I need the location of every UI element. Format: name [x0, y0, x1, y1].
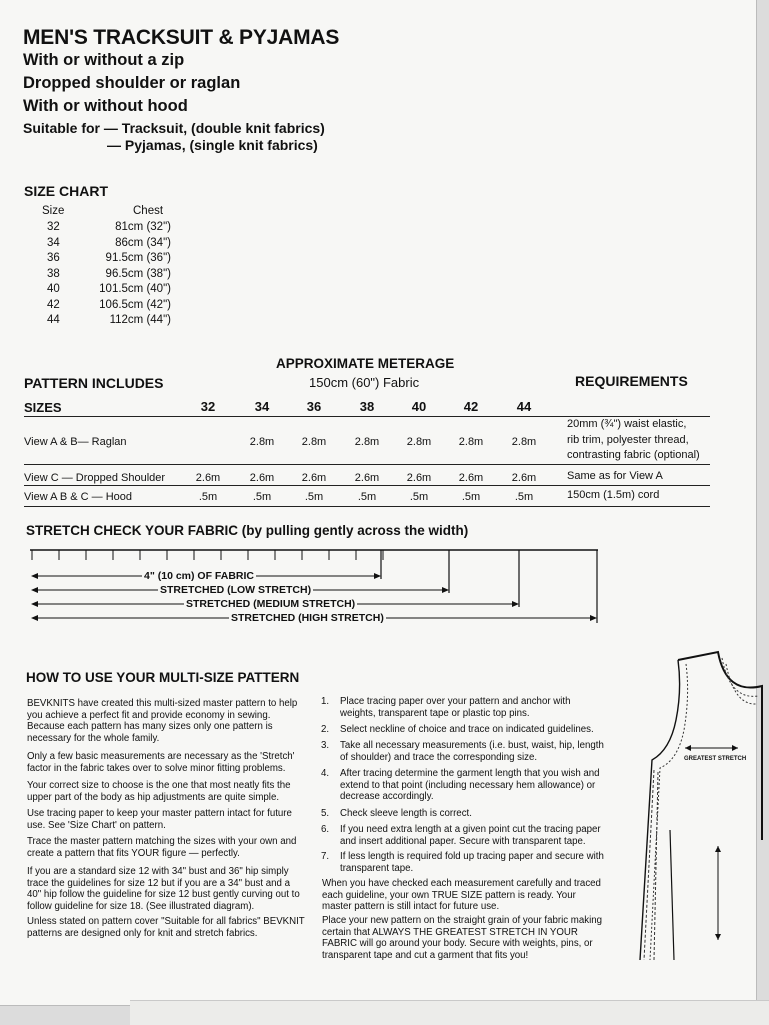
meterage-title: APPROXIMATE METERAGE — [276, 356, 455, 371]
size-column-header: 38 — [359, 399, 375, 414]
size-column-header: Size — [42, 205, 65, 217]
step-number: 7. — [321, 851, 330, 862]
pattern-title: MEN'S TRACKSUIT & PYJAMAS — [23, 26, 340, 49]
size-value: 32 — [47, 221, 60, 233]
meterage-cell: 2.6m — [511, 472, 537, 484]
step-number: 6. — [321, 824, 330, 835]
chest-value: 106.5cm (42") — [99, 298, 171, 311]
requirement-text: 20mm (¾") waist elastic, — [567, 418, 687, 430]
meterage-cell: 2.6m — [406, 472, 432, 484]
meterage-cell: 2.6m — [354, 472, 380, 484]
step-text: If you need extra length at a given point cut the tracing paper and insert additional paper. Secure with transparent tape. — [340, 824, 601, 847]
stretch-check-title: STRETCH CHECK YOUR FABRIC (by pulling gently across the width) — [26, 523, 469, 538]
chest-value: 91.5cm (36") — [105, 252, 171, 264]
size-value: 34 — [47, 236, 60, 249]
view-label: View C — Dropped Shoulder — [24, 472, 166, 484]
requirements-heading: REQUIREMENTS — [575, 373, 688, 389]
chest-value: 101.5cm (40") — [99, 283, 171, 295]
step-number: 4. — [321, 768, 330, 779]
size-column-header: 32 — [200, 399, 216, 414]
size-value: 38 — [47, 267, 60, 280]
requirement-text: contrasting fabric (optional) — [567, 449, 700, 461]
table-rule — [24, 464, 710, 465]
size-chart-title: SIZE CHART — [24, 183, 108, 199]
meterage-cell: 2.8m — [301, 436, 327, 448]
meterage-cell: .5m — [252, 491, 272, 503]
meterage-subtitle: 150cm (60") Fabric — [309, 375, 420, 390]
meterage-cell: 2.6m — [249, 472, 275, 484]
size-value: 36 — [47, 252, 60, 264]
garment-diagram — [630, 650, 766, 962]
medium-stretch-label: STRETCHED (MEDIUM STRETCH) — [186, 598, 356, 610]
meterage-cell: .5m — [409, 491, 429, 503]
meterage-cell: .5m — [357, 491, 377, 503]
greatest-stretch-label: GREATEST STRETCH — [684, 756, 747, 762]
step-number: 5. — [321, 808, 330, 819]
chest-value: 112cm (44") — [109, 314, 171, 326]
subtitle-zip: With or without a zip — [23, 51, 185, 69]
howto-paragraph: Unless stated on pattern cover "Suitable for all fabrics" BEVKNIT patterns are designed only for knit and stretch fabrics. — [27, 916, 305, 939]
view-label: View A & B— Raglan — [24, 436, 127, 448]
view-label: View A B & C — Hood — [24, 491, 133, 503]
size-column-header: 44 — [516, 399, 532, 414]
step-text: Select neckline of choice and trace on indicated guidelines. — [340, 724, 594, 735]
underlying-page — [130, 1000, 769, 1025]
meterage-cell: 2.8m — [511, 436, 537, 448]
fabric-label: 4" (10 cm) OF FABRIC — [144, 570, 254, 582]
meterage-cell: 2.8m — [458, 436, 484, 448]
step-number: 2. — [321, 724, 330, 735]
meterage-cell: .5m — [461, 491, 481, 503]
meterage-cell: 2.8m — [406, 436, 432, 448]
size-column-header: 34 — [254, 399, 270, 414]
size-column-header: 42 — [463, 399, 479, 414]
howto-title: HOW TO USE YOUR MULTI-SIZE PATTERN — [26, 670, 300, 685]
high-stretch-label: STRETCHED (HIGH STRETCH) — [231, 612, 384, 624]
size-value: 42 — [47, 298, 60, 311]
chest-column-header: Chest — [133, 205, 164, 217]
step-number: 1. — [321, 696, 330, 707]
howto-closing-paragraph: Place your new pattern on the straight grain of your fabric making certain that ALWAYS THE GREATEST STRETCH IN YOUR FABRIC will go around your body. Secure with weights, pins, or transparent tape and cut a garment that fits you! — [322, 915, 603, 961]
step-text: If less length is required fold up tracing paper and secure with transparent tape. — [340, 851, 604, 874]
pattern-includes-heading: PATTERN INCLUDES — [24, 375, 164, 391]
step-text: Take all necessary measurements (i.e. bust, waist, hip, length of shoulder) and trace the corresponding size. — [340, 740, 604, 763]
table-rule — [24, 506, 710, 507]
size-column-header: 36 — [306, 399, 322, 414]
meterage-cell: 2.6m — [458, 472, 484, 484]
requirement-text: rib trim, polyester thread, — [567, 433, 689, 446]
meterage-cell: 2.8m — [354, 436, 380, 448]
meterage-cell: 2.6m — [301, 472, 327, 484]
howto-closing-paragraph: When you have checked each measurement carefully and traced each guideline, your own TRUE SIZE pattern is ready. Your master pattern is still intact for future use. — [322, 878, 601, 913]
meterage-cell: 2.6m — [195, 472, 221, 484]
step-text: Place tracing paper over your pattern and anchor with weights, transparent tape or plastic top pins. — [340, 696, 571, 719]
sizes-label: SIZES — [24, 400, 62, 415]
suitable-pyjamas: — Pyjamas, (single knit fabrics) — [107, 137, 318, 153]
size-value: 44 — [47, 314, 60, 326]
subtitle-hood: With or without hood — [23, 97, 188, 115]
low-stretch-label: STRETCHED (LOW STRETCH) — [160, 584, 312, 596]
howto-paragraph: Trace the master pattern matching the sizes with your own and create a pattern that fits YOUR figure — perfectly. — [27, 836, 297, 859]
howto-paragraph: Only a few basic measurements are necessary as the 'Stretch' factor in the fabric takes over to solve minor fitting problems. — [27, 751, 295, 774]
chest-value: 96.5cm (38") — [105, 267, 171, 280]
step-number: 3. — [321, 740, 330, 751]
table-rule — [24, 485, 710, 486]
howto-paragraph: Your correct size to choose is the one that most neatly fits the upper part of the body as hip adjustments are quite simple. — [27, 780, 291, 803]
howto-paragraph: If you are a standard size 12 with 34" bust and 36" hip simply trace the guidelines for size 12 but if you are a 34" bust and a 40" hip follow the guideline for size 12 bust gently curving out to follow guideline for size 18. (See illustrated diagram). — [27, 866, 300, 912]
step-text: After tracing determine the garment length that you wish and extend to that point (including necessary hem allowance) or decrease accordingly. — [340, 768, 600, 803]
meterage-cell: .5m — [198, 491, 218, 503]
chest-value: 86cm (34") — [115, 236, 171, 249]
size-column-header: 40 — [411, 399, 427, 414]
requirement-text: 150cm (1.5m) cord — [567, 489, 660, 501]
requirement-text: Same as for View A — [567, 470, 663, 482]
howto-paragraph: Use tracing paper to keep your master pattern intact for future use. See 'Size Chart' on pattern. — [27, 808, 292, 831]
chest-value: 81cm (32") — [115, 221, 171, 233]
step-text: Check sleeve length is correct. — [340, 808, 472, 819]
subtitle-shoulder: Dropped shoulder or raglan — [23, 74, 241, 92]
meterage-cell: .5m — [304, 491, 324, 503]
suitable-tracksuit: Suitable for — Tracksuit, (double knit fabrics) — [23, 120, 325, 136]
howto-paragraph: BEVKNITS have created this multi-sized master pattern to help you achieve a perfect fit and provide economy in sewing. Because each pattern has many sizes only one pattern is necessary for the whole family. — [27, 698, 298, 744]
meterage-cell: 2.8m — [249, 436, 275, 448]
meterage-cell: .5m — [514, 491, 534, 503]
size-value: 40 — [47, 283, 60, 295]
